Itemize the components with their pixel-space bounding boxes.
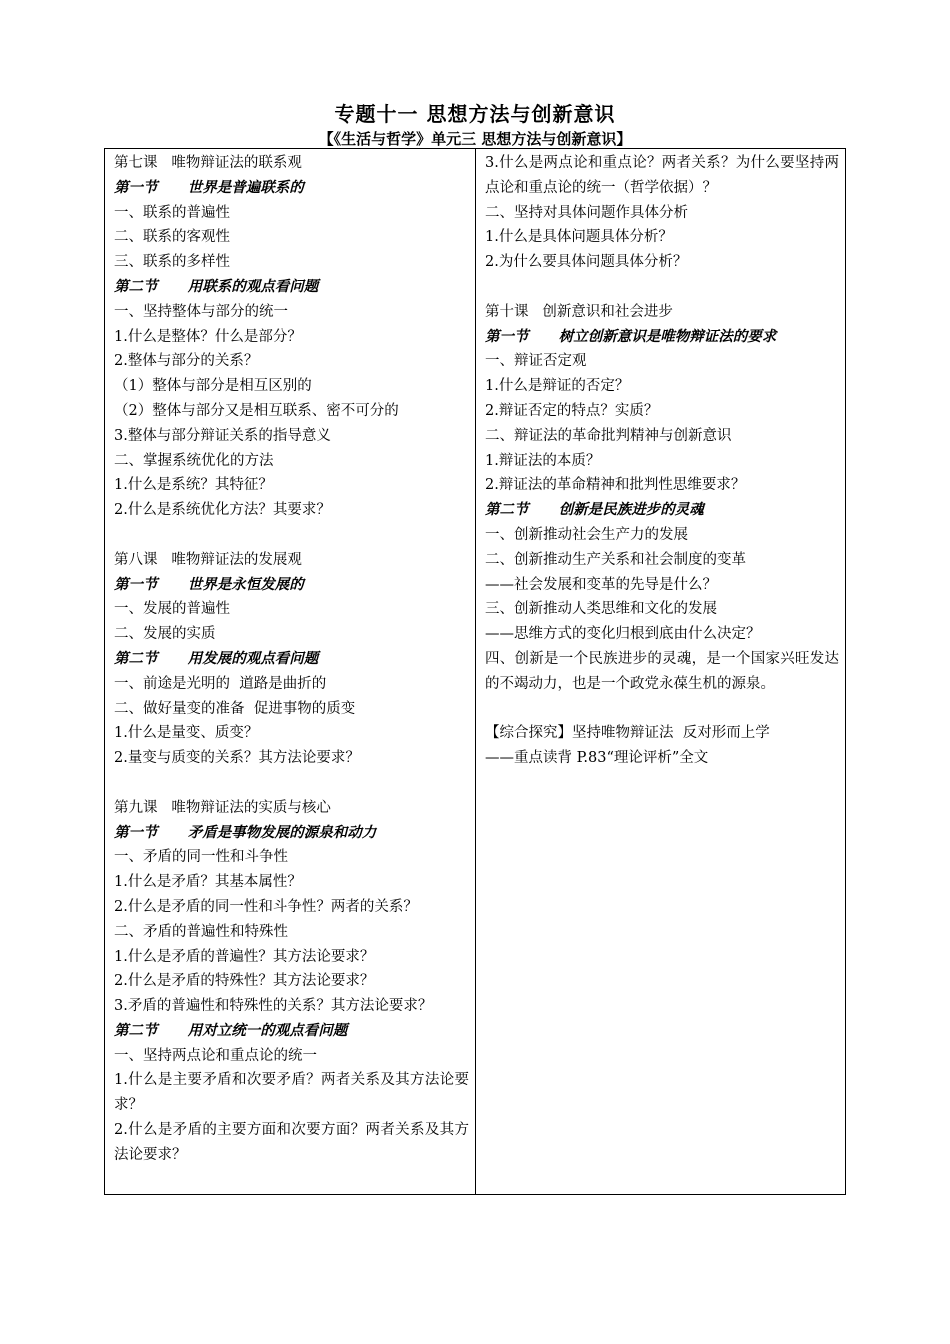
outline-line: 2.量变与质变的关系？其方法论要求？: [114, 750, 360, 767]
outline-line: 二、创新推动生产关系和社会制度的变革: [485, 551, 746, 568]
section-heading: 第二节 创新是民族进步的灵魂: [485, 501, 704, 519]
blank-line: [114, 523, 469, 548]
blank-line: [485, 275, 839, 300]
outline-line: 3.矛盾的普遍性和特殊性的关系？其方法论要求？: [114, 998, 433, 1015]
outline-line: 二、矛盾的普遍性和特殊性: [114, 923, 288, 940]
outline-line: 1.什么是具体问题具体分析？: [485, 229, 673, 246]
outline-line: 3.什么是两点论和重点论？两者关系？为什么要坚持两点论和重点论的统一（哲学依据）？: [485, 155, 839, 196]
outline-line: 2.为什么要具体问题具体分析？: [485, 254, 688, 271]
outline-line: ——重点读背 P.83“理论评析”全文: [485, 750, 709, 767]
outline-line: 二、辩证法的革命批判精神与创新意识: [485, 427, 732, 444]
outline-line: 一、联系的普遍性: [114, 204, 230, 221]
outline-line: 三、联系的多样性: [114, 254, 230, 271]
outline-line: 3.整体与部分辩证关系的指导意义: [114, 427, 331, 444]
outline-table: [104, 148, 846, 1195]
outline-line: 二、发展的实质: [114, 626, 216, 643]
outline-line: 1.辩证法的本质？: [485, 452, 601, 469]
outline-line: （1）整体与部分是相互区别的: [114, 378, 312, 395]
outline-line: 1.什么是矛盾的普遍性？其方法论要求？: [114, 948, 375, 965]
section-heading: 第一节 世界是普遍联系的: [114, 178, 304, 196]
section-heading: 第一节 树立创新意识是唯物辩证法的要求: [485, 327, 777, 345]
outline-line: 2.什么是矛盾的特殊性？其方法论要求？: [114, 973, 375, 990]
outline-line: ——社会发展和变革的先导是什么？: [485, 576, 717, 593]
outline-line: 1.什么是整体？什么是部分？: [114, 328, 302, 345]
outline-line: （2）整体与部分又是相互联系、密不可分的: [114, 402, 399, 419]
outline-line: 1.什么是主要矛盾和次要矛盾？两者关系及其方法论要求？: [114, 1072, 469, 1114]
outline-line: 第九课 唯物辩证法的实质与核心: [114, 799, 331, 816]
outline-line: 1.什么是辩证的否定？: [485, 378, 630, 395]
outline-line: 一、前途是光明的 道路是曲折的: [114, 675, 327, 692]
outline-line: 第八课 唯物辩证法的发展观: [114, 551, 302, 568]
outline-line: 二、坚持对具体问题作具体分析: [485, 204, 688, 221]
outline-line: 1.什么是系统？其特征？: [114, 477, 273, 494]
right-column: [476, 149, 845, 1194]
section-heading: 第一节 世界是永恒发展的: [114, 575, 304, 593]
section-heading: 第一节 矛盾是事物发展的源泉和动力: [114, 823, 377, 841]
section-heading: 第二节 用对立统一的观点看问题: [114, 1021, 348, 1039]
outline-line: 2.辩证否定的特点？实质？: [485, 402, 659, 419]
outline-line: 1.什么是量变、质变？: [114, 725, 259, 742]
outline-line: 2.辩证法的革命精神和批判性思维要求？: [485, 477, 746, 494]
blank-line: [485, 697, 839, 722]
outline-line: 一、发展的普遍性: [114, 601, 230, 618]
outline-line: 2.什么是系统优化方法？其要求？: [114, 502, 331, 519]
outline-line: 一、坚持两点论和重点论的统一: [114, 1047, 317, 1064]
blank-line: [114, 771, 469, 796]
page-subtitle: 【《生活与哲学》单元三 思想方法与创新意识】: [318, 130, 632, 148]
outline-line: 第七课 唯物辩证法的联系观: [114, 155, 302, 171]
outline-line: 三、创新推动人类思维和文化的发展: [485, 601, 717, 618]
outline-line: 2.什么是矛盾的主要方面和次要方面？两者关系及其方法论要求？: [114, 1122, 469, 1163]
outline-line: 第十课 创新意识和社会进步: [485, 303, 673, 320]
outline-line: ——思维方式的变化归根到底由什么决定？: [485, 626, 761, 643]
outline-line: 四、创新是一个民族进步的灵魂，是一个国家兴旺发达的不竭动力，也是一个政党永葆生机的源泉。: [485, 650, 839, 692]
outline-line: 2.整体与部分的关系？: [114, 353, 259, 370]
section-heading: 第二节 用联系的观点看问题: [114, 277, 319, 295]
outline-line: 一、创新推动社会生产力的发展: [485, 526, 688, 543]
left-column: [105, 149, 476, 1194]
outline-line: 【综合探究】坚持唯物辩证法 反对形而上学: [485, 725, 770, 742]
outline-line: 二、联系的客观性: [114, 229, 230, 246]
outline-line: 二、做好量变的准备 促进事物的质变: [114, 700, 356, 717]
outline-line: 二、掌握系统优化的方法: [114, 452, 274, 469]
outline-line: 一、矛盾的同一性和斗争性: [114, 849, 288, 866]
outline-line: 1.什么是矛盾？其基本属性？: [114, 874, 302, 891]
outline-line: 一、坚持整体与部分的统一: [114, 303, 288, 320]
page-title: 专题十一 思想方法与创新意识: [334, 102, 616, 126]
outline-line: 一、辩证否定观: [485, 353, 587, 370]
outline-line: 2.什么是矛盾的同一性和斗争性？两者的关系？: [114, 898, 418, 915]
section-heading: 第二节 用发展的观点看问题: [114, 649, 319, 667]
